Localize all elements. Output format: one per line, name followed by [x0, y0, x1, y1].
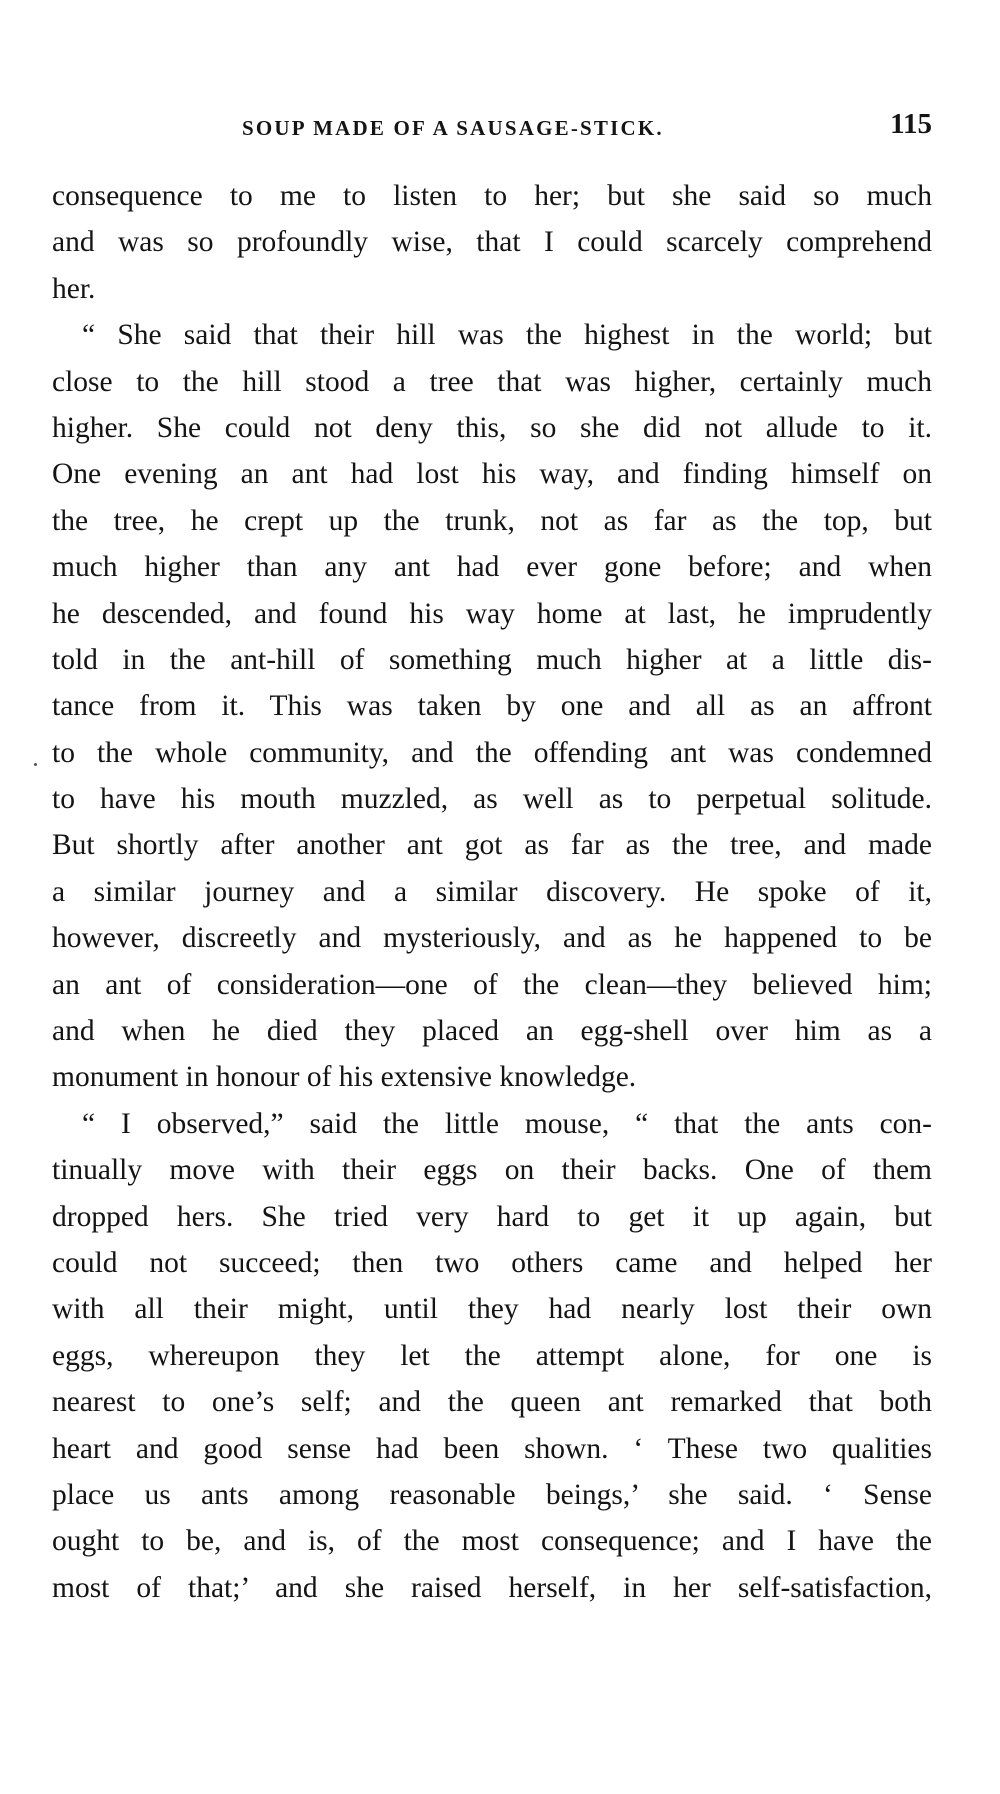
text-line: to have his mouth muzzled, as well as to perpetual solitude. [52, 783, 932, 816]
text-line: could not succeed; then two others came and helped her [52, 1246, 932, 1279]
text-line: tance from it. This was taken by one and all as an affront [52, 690, 932, 723]
text-line: with all their might, until they had nearly lost their own [52, 1293, 932, 1326]
text-line: close to the hill stood a tree that was higher, certainly much [52, 365, 932, 398]
text-line: her. [52, 272, 96, 305]
text-line: higher. She could not deny this, so she did not allude to it. [52, 411, 932, 444]
text-line: the tree, he crept up the trunk, not as far as the top, but [52, 504, 932, 537]
text-line: and was so profoundly wise, that I could scarcely comprehend [52, 226, 932, 259]
text-line: dropped hers. She tried very hard to get it up again, but [52, 1200, 932, 1233]
text-line: ought to be, and is, of the most consequence; and I have the [52, 1525, 932, 1558]
text-line: much higher than any ant had ever gone before; and when [52, 551, 932, 584]
text-line: an ant of consideration—one of the clean—they believed him; [52, 968, 932, 1001]
text-line: “ I observed,” said the little mouse, “ that the ants con- [82, 1107, 932, 1140]
running-header [52, 108, 932, 148]
text-line: however, discreetly and mysteriously, and as he happened to be [52, 922, 932, 955]
text-line: eggs, whereupon they let the attempt alone, for one is [52, 1339, 932, 1372]
text-line: a similar journey and a similar discovery. He spoke of it, [52, 875, 932, 908]
text-line: nearest to one’s self; and the queen ant remarked that both [52, 1386, 932, 1419]
text-line: heart and good sense had been shown. ‘ These two qualities [52, 1432, 932, 1465]
body-text [52, 176, 932, 1614]
text-line: consequence to me to listen to her; but she said so much [52, 180, 932, 212]
page-number: 115 [890, 108, 932, 140]
text-line: to the whole community, and the offending ant was condemned [52, 736, 932, 769]
text-line: told in the ant-hill of something much higher at a little dis- [52, 643, 932, 676]
print-speck [34, 763, 37, 766]
text-line: tinually move with their eggs on their backs. One of them [52, 1154, 932, 1187]
running-title: SOUP MADE OF A SAUSAGE-STICK. [242, 116, 664, 140]
text-line: monument in honour of his extensive knowledge. [52, 1061, 637, 1094]
text-line: and when he died they placed an egg-shell over him as a [52, 1015, 932, 1048]
text-line: most of that;’ and she raised herself, in her self-satisfaction, [52, 1571, 932, 1604]
text-line: But shortly after another ant got as far as the tree, and made [52, 829, 932, 862]
text-line: “ She said that their hill was the highest in the world; but [82, 319, 932, 352]
text-line: he descended, and found his way home at last, he imprudently [52, 597, 932, 630]
text-line: place us ants among reasonable beings,’ she said. ‘ Sense [52, 1478, 932, 1511]
text-line: One evening an ant had lost his way, and finding himself on [52, 458, 932, 491]
